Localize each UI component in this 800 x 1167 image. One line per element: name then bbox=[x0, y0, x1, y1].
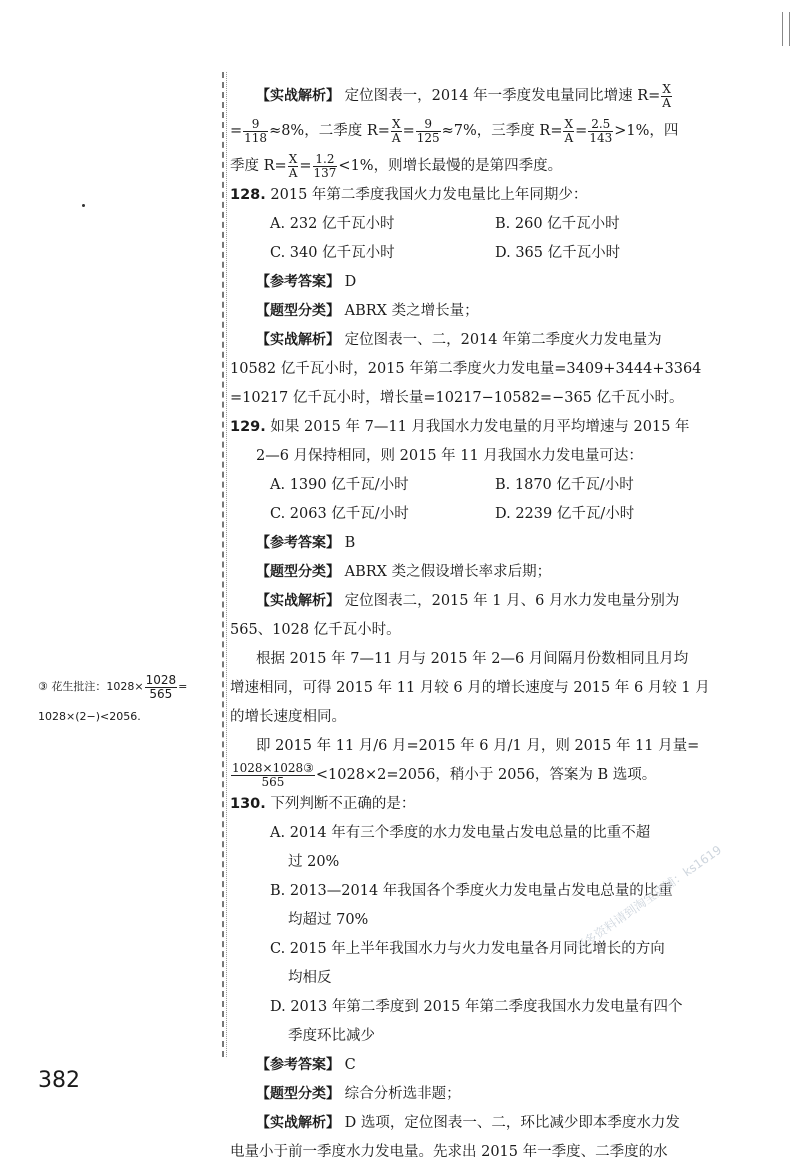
question-text: 下列判断不正确的是： bbox=[270, 796, 416, 812]
option-d: D. 2013 年第二季度到 2015 年第二季度我国水力发电量有四个 bbox=[270, 999, 683, 1015]
fraction bbox=[243, 118, 268, 145]
analysis-text: 电量小于前一季度水力发电量。先求出 2015 年一季度、二季度的水 bbox=[230, 1144, 668, 1160]
option-d-cont: 季度环比减少 bbox=[288, 1028, 375, 1044]
answer-tag: 【参考答案】 bbox=[256, 535, 340, 551]
text: ≈8%，二季度 R= bbox=[269, 123, 390, 139]
option-d: D. 365 亿千瓦小时 bbox=[495, 245, 621, 261]
analysis-line bbox=[230, 587, 720, 616]
sidenote-suffix: = bbox=[178, 680, 188, 693]
fraction bbox=[313, 153, 338, 180]
fraction-numerator: 1028×1028③ bbox=[232, 760, 314, 775]
intro-line-3 bbox=[230, 152, 720, 181]
option-c: C. 340 亿千瓦小时 bbox=[270, 245, 395, 261]
main-content bbox=[230, 82, 720, 1167]
watermark: 更多资料请到淘宝店铺：ks1619 bbox=[572, 842, 725, 956]
fraction-numerator: X bbox=[564, 116, 574, 131]
fraction-denominator: A bbox=[288, 165, 298, 180]
type-value: ABRX 类之假设增长率求后期； bbox=[344, 564, 552, 580]
type-tag: 【题型分类】 bbox=[256, 564, 340, 580]
analysis-text: 即 2015 年 11 月/6 月=2015 年 6 月/1 月，则 2015 年 11 月量= bbox=[256, 738, 700, 754]
margin-rule-inner bbox=[226, 72, 227, 1057]
text: ≈7%，三季度 R= bbox=[441, 123, 563, 139]
answer-line bbox=[230, 529, 720, 558]
question-number: 129. bbox=[230, 419, 266, 435]
answer-value: C bbox=[344, 1057, 356, 1073]
corner-mark bbox=[782, 12, 790, 46]
analysis-text: <1028×2=2056，稍小于 2056，答案为 B 选项。 bbox=[315, 767, 657, 783]
type-value: ABRX 类之增长量； bbox=[344, 303, 479, 319]
text: 季度 R= bbox=[230, 158, 287, 174]
fraction bbox=[588, 118, 613, 145]
analysis-text: 定位图表一、二，2014 年第二季度火力发电量为 bbox=[344, 332, 662, 348]
fraction-denominator: 125 bbox=[416, 130, 440, 145]
fraction-denominator: 143 bbox=[589, 130, 613, 145]
intro-line-1 bbox=[230, 82, 720, 111]
question-text: 2015 年第二季度我国火力发电量比上年同期少： bbox=[270, 187, 588, 203]
answer-tag: 【参考答案】 bbox=[256, 1057, 340, 1073]
text: <1%，则增长最慢的是第四季度。 bbox=[338, 158, 563, 174]
options-row bbox=[230, 239, 720, 268]
analysis-text: 根据 2015 年 7—11 月与 2015 年 2—6 月间隔月份数相同且月均 bbox=[256, 651, 689, 667]
answer-value: B bbox=[344, 535, 356, 551]
sidenote-line2: 1028×(2−)<2056. bbox=[38, 710, 141, 723]
fraction-numerator: 9 bbox=[243, 118, 268, 132]
option-b-cont: 均超过 70% bbox=[288, 912, 369, 928]
text: >1%，四 bbox=[614, 123, 679, 139]
analysis-text: 定位图表二，2015 年 1 月、6 月水力发电量分别为 bbox=[344, 593, 680, 609]
analysis-text: 10582 亿千瓦小时，2015 年第二季度火力发电量=3409+3444+3364 bbox=[230, 361, 702, 377]
fraction bbox=[416, 118, 441, 145]
fraction bbox=[288, 153, 299, 180]
type-line bbox=[230, 1080, 720, 1109]
question-number: 128. bbox=[230, 187, 266, 203]
analysis-tag: 【实战解析】 bbox=[256, 593, 340, 609]
option-b: B. 260 亿千瓦小时 bbox=[495, 216, 620, 232]
fraction-denominator: A bbox=[564, 130, 574, 145]
fraction bbox=[661, 83, 672, 110]
option-a: A. 1390 亿千瓦/小时 bbox=[270, 477, 409, 493]
fraction-numerator: X bbox=[391, 116, 401, 131]
question-130 bbox=[230, 790, 720, 819]
option-b: B. 2013—2014 年我国各个季度火力发电量占发电总量的比重 bbox=[270, 883, 673, 899]
sidenote-fraction bbox=[145, 674, 178, 701]
question-text: 2—6 月保持相同，则 2015 年 11 月我国水力发电量可达： bbox=[256, 448, 643, 464]
option-c: C. 2063 亿千瓦/小时 bbox=[270, 506, 409, 522]
sidenote bbox=[38, 672, 218, 732]
intro-line-2 bbox=[230, 117, 720, 146]
fraction-numerator: X bbox=[662, 81, 671, 96]
fraction bbox=[391, 118, 402, 145]
question-text: 如果 2015 年 7—11 月我国水力发电量的月平均增速与 2015 年 bbox=[270, 419, 690, 435]
options-row bbox=[230, 471, 720, 500]
answer-value: D bbox=[344, 274, 357, 290]
fraction-denominator: 565 bbox=[149, 686, 173, 701]
fraction bbox=[563, 118, 574, 145]
answer-line bbox=[230, 268, 720, 297]
type-tag: 【题型分类】 bbox=[256, 303, 340, 319]
text: = bbox=[299, 158, 312, 174]
intro-text: 定位图表一，2014 年一季度发电量同比增速 R= bbox=[344, 88, 661, 104]
fraction-numerator: 1.2 bbox=[313, 153, 338, 167]
type-value: 综合分析选非题； bbox=[344, 1086, 461, 1102]
option-a-cont: 过 20% bbox=[288, 854, 340, 870]
sidenote-prefix: ③ 花生批注：1028× bbox=[38, 680, 144, 693]
fraction-numerator: 9 bbox=[416, 118, 441, 132]
analysis-text: 增速相同，可得 2015 年 11 月较 6 月的增长速度与 2015 年 6 月较 1 月 bbox=[230, 680, 710, 696]
option-b: B. 1870 亿千瓦/小时 bbox=[495, 477, 634, 493]
fraction bbox=[231, 762, 315, 789]
fraction-denominator: 137 bbox=[313, 165, 337, 180]
fraction-denominator: A bbox=[662, 95, 671, 110]
option-a: A. 2014 年有三个季度的水力发电量占发电总量的比重不超 bbox=[270, 825, 651, 841]
fraction-numerator: X bbox=[288, 151, 298, 166]
question-number: 130. bbox=[230, 796, 266, 812]
answer-tag: 【参考答案】 bbox=[256, 274, 340, 290]
page-number: 382 bbox=[38, 1068, 80, 1093]
analysis-tag: 【实战解析】 bbox=[256, 88, 340, 104]
type-line bbox=[230, 558, 720, 587]
analysis-tag: 【实战解析】 bbox=[256, 1115, 340, 1131]
fraction-numerator: 1028 bbox=[145, 672, 177, 687]
type-tag: 【题型分类】 bbox=[256, 1086, 340, 1102]
text: = bbox=[230, 123, 243, 139]
fraction-denominator: 118 bbox=[244, 130, 268, 145]
analysis-tag: 【实战解析】 bbox=[256, 332, 340, 348]
fraction-numerator: 2.5 bbox=[588, 118, 613, 132]
answer-line bbox=[230, 1051, 720, 1080]
option-d: D. 2239 亿千瓦/小时 bbox=[495, 506, 635, 522]
analysis-text: =10217 亿千瓦小时，增长量=10217−10582=−365 亿千瓦小时。 bbox=[230, 390, 684, 406]
analysis-text: 565、1028 亿千瓦小时。 bbox=[230, 622, 401, 638]
option-c: C. 2015 年上半年我国水力与火力发电量各月同比增长的方向 bbox=[270, 941, 665, 957]
fraction-denominator: 565 bbox=[261, 774, 285, 789]
analysis-text: 的增长速度相同。 bbox=[230, 709, 346, 725]
text: = bbox=[575, 123, 588, 139]
type-line bbox=[230, 297, 720, 326]
options-row bbox=[230, 210, 720, 239]
option-c-cont: 均相反 bbox=[288, 970, 332, 986]
speck bbox=[82, 204, 85, 207]
option-a: A. 232 亿千瓦小时 bbox=[270, 216, 395, 232]
analysis-text: D 选项，定位图表一、二，环比减少即本季度水力发 bbox=[344, 1115, 680, 1131]
analysis-line bbox=[230, 1109, 720, 1138]
question-128 bbox=[230, 181, 720, 210]
fraction-denominator: A bbox=[391, 130, 401, 145]
margin-rule bbox=[222, 72, 224, 1057]
analysis-formula-line bbox=[230, 761, 720, 790]
analysis-line bbox=[230, 326, 720, 355]
text: = bbox=[402, 123, 415, 139]
question-129 bbox=[230, 413, 720, 442]
options-row bbox=[230, 500, 720, 529]
